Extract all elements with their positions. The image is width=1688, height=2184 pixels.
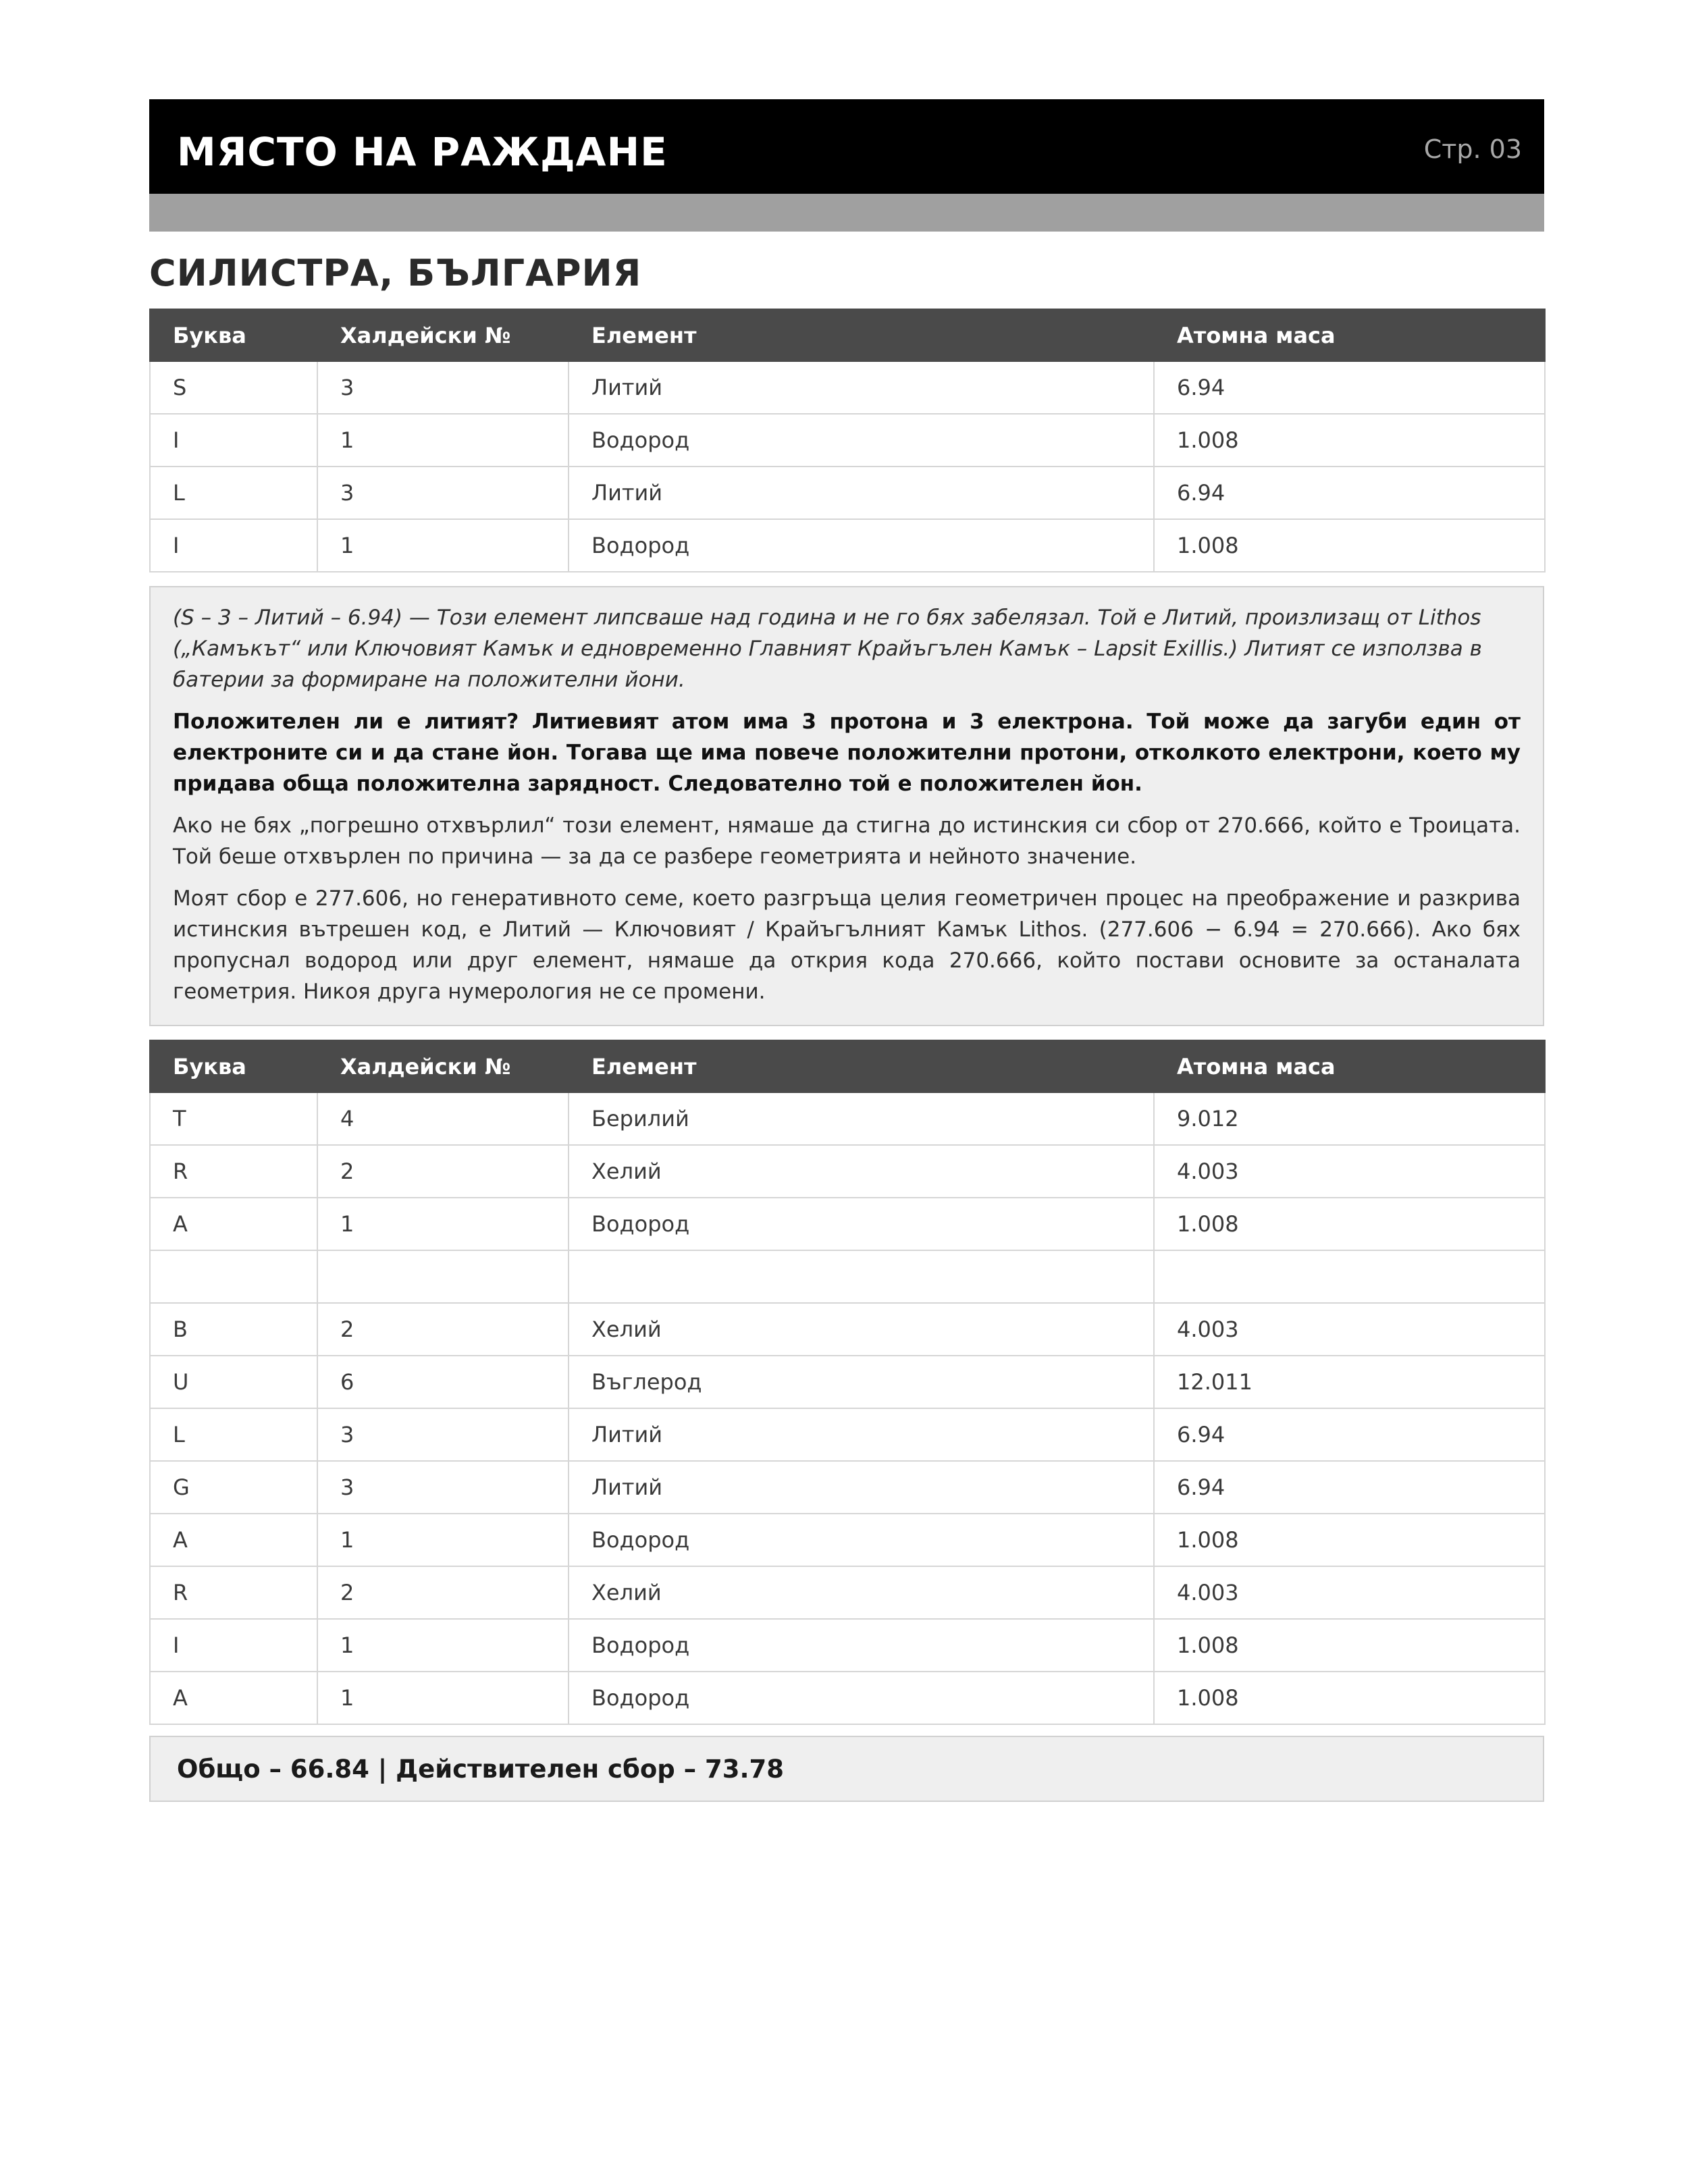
atomic-mass-cell: 9.012 [1154, 1092, 1545, 1145]
letter-cell: L [150, 467, 317, 519]
table-row [150, 1672, 1545, 1724]
letter-cell: I [150, 1619, 317, 1672]
atomic-mass-cell: 4.003 [1154, 1566, 1545, 1619]
table-row [150, 1461, 1545, 1514]
atomic-mass-cell: 6.94 [1154, 467, 1545, 519]
letter-cell: A [150, 1198, 317, 1250]
atomic-mass-cell: 1.008 [1154, 519, 1545, 572]
letter-cell: R [150, 1145, 317, 1198]
chaldean-number-cell: 1 [317, 1514, 569, 1566]
letters-table-2 [149, 1040, 1546, 1725]
table-row [150, 467, 1545, 519]
element-cell: Хелий [569, 1145, 1154, 1198]
element-cell: Водород [569, 1672, 1154, 1724]
table-body [150, 361, 1545, 572]
atomic-mass-cell: 4.003 [1154, 1303, 1545, 1356]
element-cell: Литий [569, 1408, 1154, 1461]
table-row [150, 519, 1545, 572]
note-paragraph-question: Положителен ли е литият? Литиевият атом има 3 протона и 3 електрона. Той може да загуби един от електроните си и да стане йон. Тогава ще има повече положителни протони, отколкото електрони, което му придава обща положителна зарядност. Следователно той е положителен йон. [173, 710, 1521, 796]
table-row [150, 1145, 1545, 1198]
letter-cell: A [150, 1514, 317, 1566]
lithium-note [149, 586, 1544, 1026]
element-cell: Литий [569, 361, 1154, 414]
chaldean-number-cell: 1 [317, 1672, 569, 1724]
column-header-chaldean: Халдейски № [317, 1040, 569, 1092]
page [149, 99, 1544, 1802]
atomic-mass-cell: 6.94 [1154, 361, 1545, 414]
page-number: Стр. 03 [1423, 134, 1522, 164]
letter-cell: I [150, 519, 317, 572]
letter-cell: S [150, 361, 317, 414]
chaldean-number-cell: 1 [317, 519, 569, 572]
total-summary: Общо – 66.84 | Действителен сбор – 73.78 [149, 1736, 1544, 1802]
element-cell: Хелий [569, 1566, 1154, 1619]
column-header-element: Елемент [569, 309, 1154, 361]
atomic-mass-cell: 6.94 [1154, 1461, 1545, 1514]
header-bar [149, 99, 1544, 194]
chaldean-number-cell: 1 [317, 1198, 569, 1250]
atomic-mass-cell: 1.008 [1154, 414, 1545, 467]
page-title: МЯСТО НА РАЖДАНЕ [177, 129, 668, 175]
chaldean-number-cell: 3 [317, 1408, 569, 1461]
chaldean-number-cell: 2 [317, 1566, 569, 1619]
atomic-mass-cell: 1.008 [1154, 1619, 1545, 1672]
table-row [150, 1092, 1545, 1145]
letter-cell: B [150, 1303, 317, 1356]
letter-cell: A [150, 1672, 317, 1724]
column-header-atomic-mass: Атомна маса [1154, 1040, 1545, 1092]
element-cell: Берилий [569, 1092, 1154, 1145]
table-row [150, 1356, 1545, 1408]
chaldean-number-cell: 1 [317, 414, 569, 467]
letter-cell: L [150, 1408, 317, 1461]
table-row [150, 1303, 1545, 1356]
note-paragraph-intro: (S – 3 – Литий – 6.94) — Този елемент липсваше над година и не го бях забелязал. Той е Литий, произлизащ от Lithos („Камъкът“ или Ключовият Камък и едновременно Главният Крайъгълен Камък – Lapsit Exillis.) Литият се използва в батерии за формиране на положителни йони. [173, 606, 1482, 692]
chaldean-number-cell: 3 [317, 1461, 569, 1514]
table-row [150, 1566, 1545, 1619]
letter-cell: T [150, 1092, 317, 1145]
location-heading: СИЛИСТРА, БЪЛГАРИЯ [149, 252, 642, 294]
column-header-chaldean: Халдейски № [317, 309, 569, 361]
element-cell: Хелий [569, 1303, 1154, 1356]
letters-table-1 [149, 309, 1546, 572]
chaldean-number-cell: 1 [317, 1619, 569, 1672]
atomic-mass-cell: 1.008 [1154, 1514, 1545, 1566]
element-cell: Водород [569, 1514, 1154, 1566]
atomic-mass-cell: 6.94 [1154, 1408, 1545, 1461]
table-row [150, 1514, 1545, 1566]
table-row [150, 414, 1545, 467]
column-header-atomic-mass: Атомна маса [1154, 309, 1545, 361]
chaldean-number-cell: 3 [317, 467, 569, 519]
element-cell [569, 1250, 1154, 1303]
column-header-letter: Буква [150, 1040, 317, 1092]
chaldean-number-cell [317, 1250, 569, 1303]
letter-cell: I [150, 414, 317, 467]
table-body [150, 1092, 1545, 1724]
element-cell: Литий [569, 467, 1154, 519]
letter-cell: R [150, 1566, 317, 1619]
column-header-element: Елемент [569, 1040, 1154, 1092]
element-cell: Водород [569, 1619, 1154, 1672]
letter-cell: G [150, 1461, 317, 1514]
table-header-row [150, 309, 1545, 361]
table-row [150, 1198, 1545, 1250]
header-divider [149, 194, 1544, 232]
atomic-mass-cell: 12.011 [1154, 1356, 1545, 1408]
chaldean-number-cell: 2 [317, 1303, 569, 1356]
note-paragraph-trinity: Ако не бях „погрешно отхвърлил“ този елемент, нямаше да стигна до истинския си сбор от 270.666, който е Троицата. Той беше отхвърлен по причина — за да се разбере геометрията и нейното значение. [173, 814, 1521, 869]
chaldean-number-cell: 6 [317, 1356, 569, 1408]
note-paragraph-sum: Моят сбор е 277.606, но генеративното семе, което разгръща целия геометричен процес на преображение и разкрива истинския вътрешен код, е Литий — Ключовият / Крайъгълният Камък Lithos. (277.606 − 6.94 = 270.666). Ако бях пропуснал водород или друг елемент, нямаше да открия кода 270.666, който постави основите за останалата геометрия. Никоя друга нумерология не се промени. [173, 886, 1521, 1004]
atomic-mass-cell: 4.003 [1154, 1145, 1545, 1198]
atomic-mass-cell [1154, 1250, 1545, 1303]
letter-cell: U [150, 1356, 317, 1408]
element-cell: Водород [569, 1198, 1154, 1250]
table-header-row [150, 1040, 1545, 1092]
table-row [150, 1619, 1545, 1672]
element-cell: Литий [569, 1461, 1154, 1514]
chaldean-number-cell: 4 [317, 1092, 569, 1145]
column-header-letter: Буква [150, 309, 317, 361]
table-row [150, 361, 1545, 414]
table-row [150, 1250, 1545, 1303]
letter-cell [150, 1250, 317, 1303]
element-cell: Водород [569, 519, 1154, 572]
element-cell: Въглерод [569, 1356, 1154, 1408]
atomic-mass-cell: 1.008 [1154, 1198, 1545, 1250]
atomic-mass-cell: 1.008 [1154, 1672, 1545, 1724]
chaldean-number-cell: 3 [317, 361, 569, 414]
element-cell: Водород [569, 414, 1154, 467]
chaldean-number-cell: 2 [317, 1145, 569, 1198]
table-row [150, 1408, 1545, 1461]
